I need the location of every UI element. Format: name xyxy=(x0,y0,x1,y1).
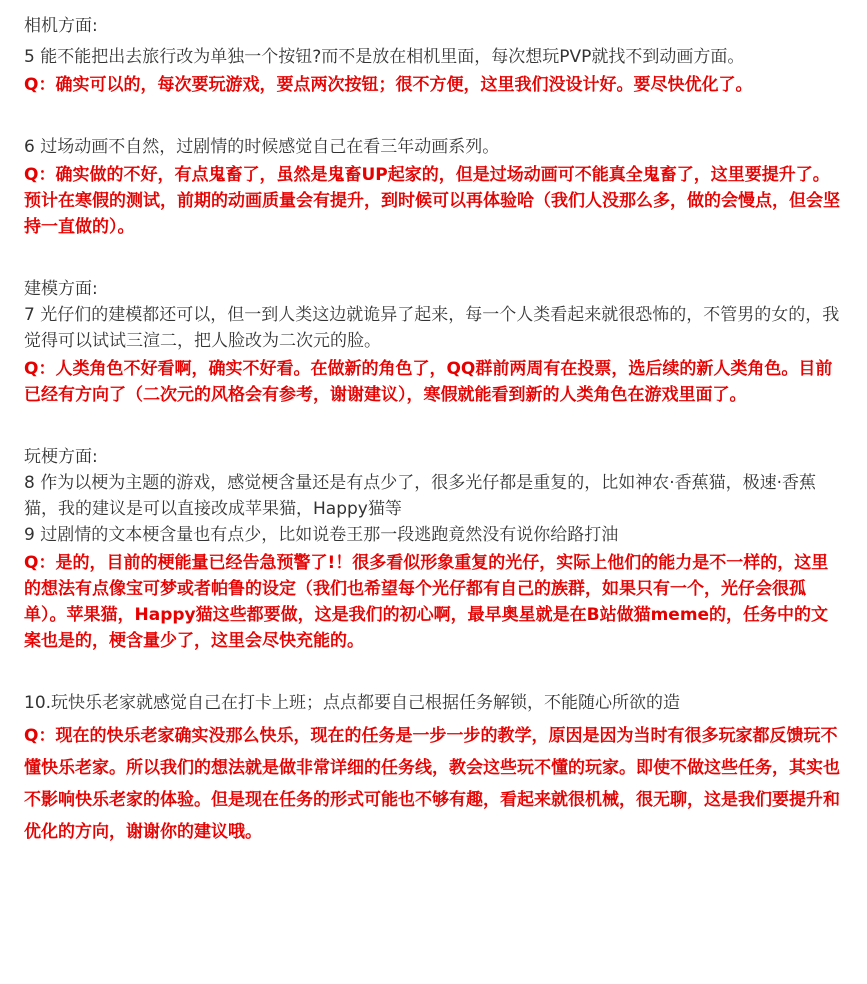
spacer xyxy=(24,408,841,444)
feedback-item-6 xyxy=(24,134,841,240)
dev-answer: Q：确实可以的，每次要玩游戏，要点两次按钮；很不方便，这里我们没设计好。要尽快优化了。 xyxy=(24,75,753,95)
dev-answer: Q：确实做的不好，有点鬼畜了，虽然是鬼畜UP起家的，但是过场动画可不能真全鬼畜了，这里要提升了。预计在寒假的测试，前期的动画质量会有提升，到时候可以再体验哈（我们人没那么多，做的会慢点，但会坚持一直做的）。 xyxy=(24,165,840,237)
dev-answer: Q：人类角色不好看啊，确实不好看。在做新的角色了，QQ群前两周有在投票，选后续的新人类角色。目前已经有方向了（二次元的风格会有参考，谢谢建议），寒假就能看到新的人类角色在游戏里面了。 xyxy=(24,359,833,405)
feedback-item-10 xyxy=(24,690,841,848)
feedback-item-7 xyxy=(24,302,841,408)
section-heading-memes: 玩梗方面: xyxy=(24,447,98,467)
dev-answer: Q：是的，目前的梗能量已经告急预警了!！很多看似形象重复的光仔，实际上他们的能力是不一样的，这里的想法有点像宝可梦或者帕鲁的设定（我们也希望每个光仔都有自己的族群，如果只有一个，光仔会很孤单）。苹果猫，Happy猫这些都要做，这是我们的初心啊，最早奥星就是在B站做猫meme的，任务中的文案也是的，梗含量少了，这里会尽快充能的。 xyxy=(24,553,829,651)
player-comment: 7 光仔们的建模都还可以，但一到人类这边就诡异了起来，每一个人类看起来就很恐怖的，不管男的女的，我觉得可以试试三渲二，把人脸改为二次元的脸。 xyxy=(24,305,840,351)
spacer xyxy=(24,654,841,690)
dev-answer: Q：现在的快乐老家确实没那么快乐，现在的任务是一步一步的教学，原因是因为当时有很多玩家都反馈玩不懂快乐老家。所以我们的想法就是做非常详细的任务线，教会这些玩不懂的玩家。即使不做这些任务，其实也不影响快乐老家的体验。但是现在任务的形式可能也不够有趣，看起来就很机械，很无聊，这是我们要提升和优化的方向，谢谢你的建议哦。 xyxy=(24,726,840,842)
player-comment: 10.玩快乐老家就感觉自己在打卡上班；点点都要自己根据任务解锁，不能随心所欲的造 xyxy=(24,693,681,713)
feedback-item-8-9 xyxy=(24,470,841,654)
spacer xyxy=(24,240,841,276)
section-heading-camera: 相机方面: xyxy=(24,16,98,36)
player-comment: 5 能不能把出去旅行改为单独一个按钮?而不是放在相机里面，每次想玩PVP就找不到动画方面。 xyxy=(24,47,745,67)
spacer xyxy=(24,98,841,134)
player-comment: 8 作为以梗为主题的游戏，感觉梗含量还是有点少了，很多光仔都是重复的，比如神农·香蕉猫，极速·香蕉猫，我的建议是可以直接改成苹果猫，Happy猫等 xyxy=(24,473,817,519)
player-comment: 6 过场动画不自然，过剧情的时候感觉自己在看三年动画系列。 xyxy=(24,137,500,157)
feedback-item-5 xyxy=(24,44,841,98)
player-comment: 9 过剧情的文本梗含量也有点少，比如说卷王那一段逃跑竟然没有说你给路打油 xyxy=(24,525,619,545)
section-heading-modeling: 建模方面: xyxy=(24,279,98,299)
